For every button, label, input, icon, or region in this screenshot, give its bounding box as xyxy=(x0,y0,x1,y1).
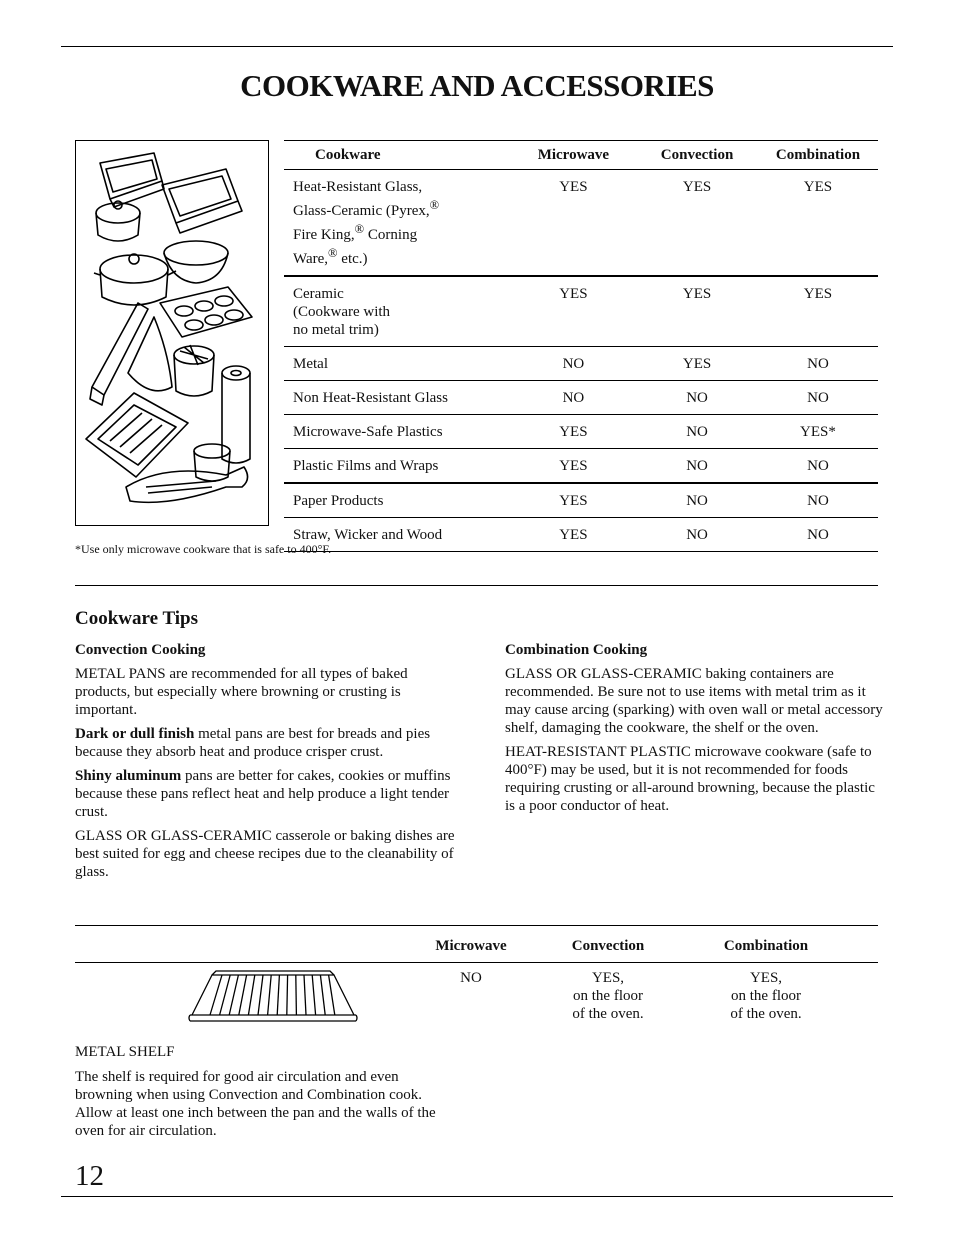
metal-shelf-description: The shelf is required for good air circulation and even browning when using Convection and Combination cook. Allow at least one inch between the pan and the walls of the oven for air circulation. xyxy=(75,1069,436,1139)
shelf-header-convection: Convection xyxy=(571,938,645,954)
cell-microwave: YES xyxy=(511,415,637,449)
cell-convection: YES xyxy=(636,347,758,381)
table-row xyxy=(284,483,878,518)
col-header-convection: Convection xyxy=(636,141,758,170)
cell-cookware: Microwave-Safe Plastics xyxy=(284,415,511,449)
cell-cookware: Straw, Wicker and Wood xyxy=(284,518,511,552)
table-row xyxy=(284,381,878,415)
cell-microwave: YES xyxy=(511,518,637,552)
top-rule xyxy=(61,46,893,47)
page-title: COOKWARE AND ACCESSORIES xyxy=(240,68,714,103)
table-row xyxy=(284,449,878,484)
shelf-header-microwave: Microwave xyxy=(435,938,507,954)
shelf-header-rule xyxy=(75,962,878,963)
shelf-value-convection: YES, on the floor of the oven. xyxy=(572,970,644,1022)
cell-cookware: Paper Products xyxy=(284,483,511,518)
page-number: 12 xyxy=(75,1160,104,1192)
cell-convection: YES xyxy=(636,276,758,347)
cell-convection: NO xyxy=(636,518,758,552)
cookware-illustration xyxy=(75,140,269,526)
cell-cookware: Heat-Resistant Glass, Glass-Ceramic (Pyrex,® Fire King,® Corning Ware,® etc.) xyxy=(284,170,511,277)
cell-combination: YES* xyxy=(758,415,878,449)
cell-microwave: NO xyxy=(511,347,637,381)
shelf-header-combination: Combination xyxy=(723,938,809,954)
cell-convection: YES xyxy=(636,170,758,277)
cookware-tips-heading: Cookware Tips xyxy=(75,608,199,629)
cell-cookware: Non Heat-Resistant Glass xyxy=(284,381,511,415)
shelf-section-top-rule xyxy=(75,925,878,926)
cell-microwave: YES xyxy=(511,483,637,518)
cell-microwave: YES xyxy=(511,276,637,347)
table-row xyxy=(284,347,878,381)
cell-microwave: YES xyxy=(511,170,637,277)
cell-cookware: Metal xyxy=(284,347,511,381)
cell-convection: NO xyxy=(636,415,758,449)
cell-convection: NO xyxy=(636,381,758,415)
cell-microwave: NO xyxy=(511,381,637,415)
section-rule xyxy=(75,585,878,586)
table-row xyxy=(284,276,878,347)
metal-shelf-label: METAL SHELF xyxy=(75,1044,175,1060)
table-row xyxy=(284,170,878,277)
col-header-combination: Combination xyxy=(758,141,878,170)
cell-cookware: Plastic Films and Wraps xyxy=(284,449,511,484)
cell-combination: YES xyxy=(758,170,878,277)
cell-combination: NO xyxy=(758,483,878,518)
footnote: *Use only microwave cookware that is safe to 400°F. xyxy=(75,542,332,556)
convection-cooking-subheading: Convection Cooking xyxy=(75,642,206,658)
combination-tips-column xyxy=(505,641,885,821)
combination-tip-plastic: HEAT-RESISTANT PLASTIC microwave cookware (safe to 400°F) may be used, but it is not recommended for foods requiring crusting or all-around browning, because the plastic is a poor conductor of heat. xyxy=(505,744,875,814)
cookware-table xyxy=(284,140,878,552)
convection-tips-column xyxy=(75,641,457,887)
table-header-row xyxy=(284,141,878,170)
cell-combination: YES xyxy=(758,276,878,347)
table-row xyxy=(284,518,878,552)
cell-combination: NO xyxy=(758,347,878,381)
metal-shelf-illustration xyxy=(186,969,360,1025)
cell-cookware: Ceramic (Cookware with no metal trim) xyxy=(284,276,511,347)
convection-tip-glass: GLASS OR GLASS-CERAMIC casserole or baking dishes are best suited for egg and cheese recipes due to the cleanability of glass. xyxy=(75,828,455,880)
col-header-cookware: Cookware xyxy=(284,141,511,170)
combination-cooking-subheading: Combination Cooking xyxy=(505,642,648,658)
combination-tip-glass: GLASS OR GLASS-CERAMIC baking containers are recommended. Be sure not to use items with metal trim as it may cause arcing (sparking) with oven wall or metal accessory shelf, damaging the cookware, the shelf or the oven. xyxy=(505,666,883,736)
cell-convection: NO xyxy=(636,483,758,518)
shelf-value-combination: YES, on the floor of the oven. xyxy=(730,970,802,1022)
cell-combination: NO xyxy=(758,449,878,484)
bottom-rule xyxy=(61,1196,893,1197)
cell-convection: NO xyxy=(636,449,758,484)
cell-microwave: YES xyxy=(511,449,637,484)
table-row xyxy=(284,415,878,449)
convection-tip-shiny-aluminum: Shiny aluminum pans are better for cakes, cookies or muffins because these pans reflect heat and help produce a light tender crust. xyxy=(75,768,451,820)
cell-combination: NO xyxy=(758,518,878,552)
shelf-value-microwave: NO xyxy=(460,970,482,986)
cell-combination: NO xyxy=(758,381,878,415)
cookware-table-body xyxy=(284,170,878,552)
col-header-microwave: Microwave xyxy=(511,141,637,170)
convection-tip-metal-pans: METAL PANS are recommended for all types of baked products, but especially where browning or crusting is important. xyxy=(75,666,408,718)
convection-tip-dark-finish: Dark or dull finish metal pans are best for breads and pies because they absorb heat and produce crisper crust. xyxy=(75,726,431,760)
